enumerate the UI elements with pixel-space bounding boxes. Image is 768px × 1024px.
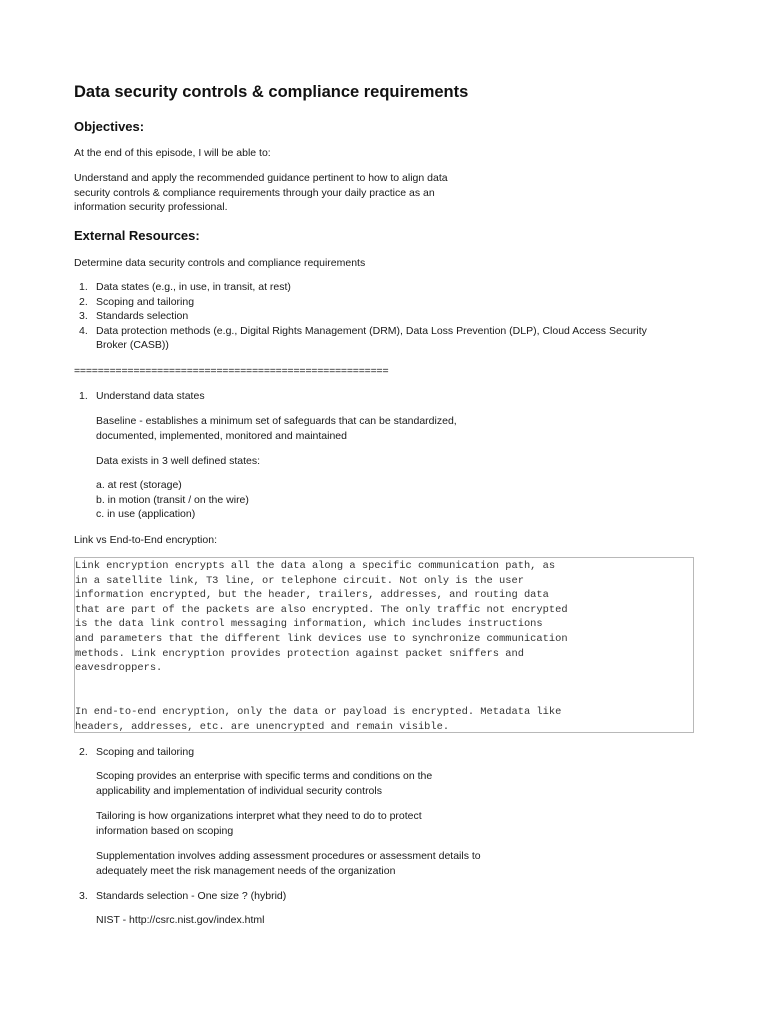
list-item xyxy=(74,295,696,310)
external-resources-heading: External Resources: xyxy=(74,228,200,243)
list-number: 4. xyxy=(79,324,88,337)
text-line: adequately meet the risk management needs of the organization xyxy=(96,864,396,877)
code-line: that are part of the packets are also encrypted. The only traffic not encrypted xyxy=(75,603,568,616)
code-line: is the data link control messaging information, which includes instructions xyxy=(75,618,543,631)
code-line xyxy=(75,690,693,705)
code-line: headers, addresses, etc. are unencrypted and remain visible. xyxy=(75,720,450,733)
list-item xyxy=(74,745,696,760)
code-block xyxy=(74,557,694,733)
supplementation-text xyxy=(96,849,556,878)
list-item-text: Data protection methods (e.g., Digital Rights Management (DRM), Data Loss Prevention (DLP), Cloud Access Security xyxy=(96,324,647,337)
section-3 xyxy=(74,889,696,904)
objectives-intro: At the end of this episode, I will be able to: xyxy=(74,147,271,159)
list-item-text: Scoping and tailoring xyxy=(96,295,195,308)
list-item-text: Broker (CASB)) xyxy=(96,339,169,351)
text-line: security controls & compliance requirements through your daily practice as an xyxy=(74,186,435,199)
state-item: c. in use (application) xyxy=(96,508,196,520)
code-line: Link encryption encrypts all the data along a specific communication path, as xyxy=(75,560,556,572)
text-line: documented, implemented, monitored and maintained xyxy=(96,429,347,442)
section-heading: Standards selection - One size ? (hybrid) xyxy=(96,890,287,902)
list-item xyxy=(74,889,696,904)
document-title: Data security controls & compliance requirements xyxy=(74,83,469,101)
state-item: b. in motion (transit / on the wire) xyxy=(96,493,249,506)
list-number: 2. xyxy=(79,295,88,308)
list-item-text: Standards selection xyxy=(96,310,189,322)
objectives-text xyxy=(74,171,494,215)
separator-line: ===================================================== xyxy=(74,365,389,377)
text-line: Understand and apply the recommended guidance pertinent to how to align data xyxy=(74,172,448,184)
section-heading: Scoping and tailoring xyxy=(96,746,195,758)
tailoring-text xyxy=(96,809,536,838)
text-line: information security professional. xyxy=(74,201,228,213)
code-line xyxy=(75,676,693,691)
list-number: 3. xyxy=(79,310,88,322)
text-line: information based on scoping xyxy=(96,824,234,837)
list-item xyxy=(74,309,696,324)
scoping-text xyxy=(96,769,536,798)
section-heading: Understand data states xyxy=(96,390,205,402)
code-line: and parameters that the different link devices use to synchronize communication xyxy=(75,632,568,645)
code-line: in a satellite link, T3 line, or telephone circuit. Not only is the user xyxy=(75,574,524,587)
code-line: methods. Link encryption provides protection against packet sniffers and xyxy=(75,647,524,660)
code-line: eavesdroppers. xyxy=(75,662,163,675)
resources-intro: Determine data security controls and compliance requirements xyxy=(74,257,366,269)
objectives-heading: Objectives: xyxy=(74,119,145,134)
nist-link[interactable]: NIST - http://csrc.nist.gov/index.html xyxy=(96,914,265,926)
states-intro: Data exists in 3 well defined states: xyxy=(96,455,261,467)
code-line: In end-to-end encryption, only the data or payload is encrypted. Metadata like xyxy=(75,705,562,718)
list-item xyxy=(74,324,696,353)
baseline-text xyxy=(96,414,516,443)
list-number: 1. xyxy=(79,281,88,293)
text-line: Scoping provides an enterprise with specific terms and conditions on the xyxy=(96,770,433,782)
data-states-list xyxy=(96,478,249,522)
text-line: Supplementation involves adding assessment procedures or assessment details to xyxy=(96,850,481,862)
section-2 xyxy=(74,745,696,760)
list-number: 1. xyxy=(79,390,88,402)
link-vs-end-to-end-label: Link vs End-to-End encryption: xyxy=(74,534,217,546)
list-number: 2. xyxy=(79,746,88,758)
list-number: 3. xyxy=(79,890,88,902)
text-line: applicability and implementation of individual security controls xyxy=(96,784,382,797)
code-line: information encrypted, but the header, trailers, addresses, and routing data xyxy=(75,589,549,602)
section-1 xyxy=(74,389,696,404)
text-line: Tailoring is how organizations interpret what they need to do to protect xyxy=(96,810,422,822)
text-line: Baseline - establishes a minimum set of safeguards that can be standardized, xyxy=(96,415,457,427)
code-text xyxy=(75,558,693,734)
list-item-text: Data states (e.g., in use, in transit, at rest) xyxy=(96,281,291,293)
list-item xyxy=(74,280,696,295)
state-item: a. at rest (storage) xyxy=(96,479,182,491)
list-item xyxy=(74,389,696,404)
topics-list xyxy=(74,280,696,353)
